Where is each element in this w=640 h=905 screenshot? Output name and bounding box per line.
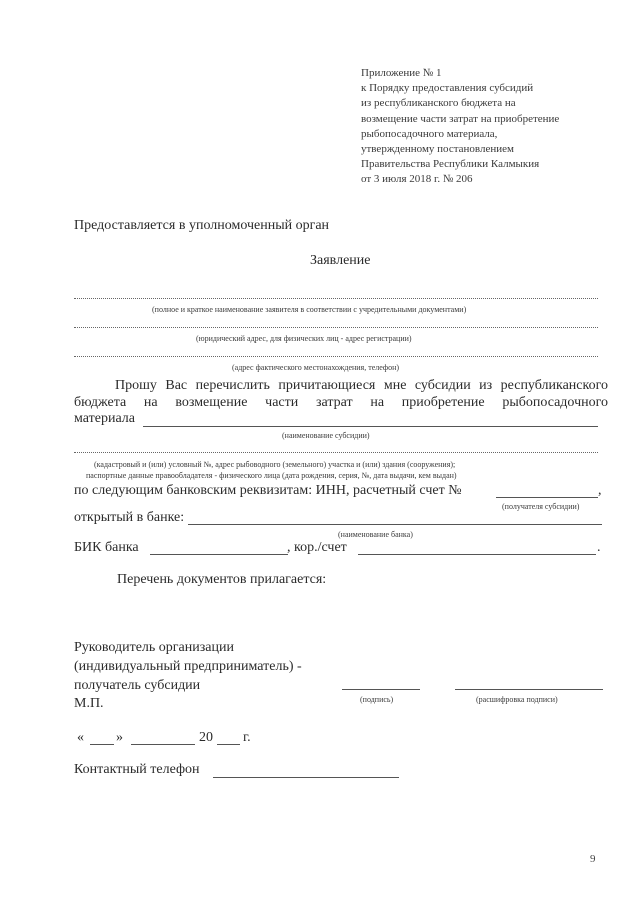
bik-label: БИК банка xyxy=(74,540,139,555)
header-line: к Порядку предоставления субсидий xyxy=(361,82,534,95)
signature-caption: (подпись) xyxy=(360,695,394,704)
date-close-quote: » xyxy=(116,730,123,745)
stamp-label: М.П. xyxy=(74,696,104,711)
signature-decoding-field[interactable] xyxy=(455,689,603,690)
bank-name-caption: (наименование банка) xyxy=(338,530,413,539)
request-text-line: бюджета на возмещение части затрат на приобретение рыбопосадочного xyxy=(74,395,608,410)
year-field[interactable] xyxy=(217,744,240,745)
request-text-line: Прошу Вас перечислить причитающиеся мне субсидии из республиканского xyxy=(115,378,608,393)
year-suffix: г. xyxy=(243,730,251,745)
header-line: утвержденному постановлением xyxy=(361,143,514,156)
month-field[interactable] xyxy=(131,744,195,745)
subsidy-name-field[interactable] xyxy=(143,426,598,427)
header-line: Правительства Республики Калмыкия xyxy=(361,158,540,171)
contact-phone-field[interactable] xyxy=(213,777,399,778)
signatory-line: Руководитель организации xyxy=(74,640,234,655)
account-number-field[interactable] xyxy=(496,497,598,498)
corr-account-field[interactable] xyxy=(358,554,596,555)
bank-name-field[interactable] xyxy=(188,524,602,525)
actual-address-caption: (адрес фактического местонахождения, телефон) xyxy=(232,363,400,372)
signatory-line: получатель субсидии xyxy=(74,678,201,693)
header-line: от 3 июля 2018 г. № 206 xyxy=(361,173,473,186)
period: . xyxy=(597,540,601,555)
actual-address-field[interactable] xyxy=(74,356,598,357)
date-open-quote: « xyxy=(77,730,84,745)
corr-account-label: , кор./счет xyxy=(287,540,347,555)
legal-address-field[interactable] xyxy=(74,327,598,328)
bik-field[interactable] xyxy=(150,554,288,555)
request-text-line: материала xyxy=(74,411,135,426)
page-title: Заявление xyxy=(310,253,371,268)
documents-label: Перечень документов прилагается: xyxy=(117,572,327,587)
cadastral-caption: (кадастровый и (или) условный №, адрес рыбоводного (земельного) участка и (или) здания (сооружения); xyxy=(94,460,456,469)
passport-caption: паспортные данные правообладателя - физического лица (дата рождения, серия, №, дата выдачи, кем выдан) xyxy=(86,471,457,480)
signatory-line: (индивидуальный предприниматель) - xyxy=(74,659,302,674)
subsidy-name-caption: (наименование субсидии) xyxy=(282,431,370,440)
page-number: 9 xyxy=(590,853,596,865)
header-line: Приложение № 1 xyxy=(361,67,442,79)
addressee-line: Предоставляется в уполномоченный орган xyxy=(74,218,330,233)
applicant-name-field[interactable] xyxy=(74,298,598,299)
appendix-header xyxy=(361,66,559,188)
bank-opened-label: открытый в банке: xyxy=(74,510,185,525)
cadastral-field[interactable] xyxy=(74,452,598,453)
applicant-name-caption: (полное и краткое наименование заявителя в соответствии с учредительными документами) xyxy=(152,305,467,314)
recipient-caption: (получателя субсидии) xyxy=(502,502,580,511)
day-field[interactable] xyxy=(90,744,114,745)
bank-details-label: по следующим банковским реквизитам: ИНН, расчетный счет № xyxy=(74,483,462,498)
year-prefix: 20 xyxy=(199,730,213,745)
signature-decoding-caption: (расшифровка подписи) xyxy=(476,695,558,704)
contact-phone-label: Контактный телефон xyxy=(74,762,200,777)
signature-field[interactable] xyxy=(342,689,420,690)
legal-address-caption: (юридический адрес, для физических лиц - адрес регистрации) xyxy=(196,334,412,343)
header-line: возмещение части затрат на приобретение xyxy=(361,112,560,125)
header-line: из республиканского бюджета на xyxy=(361,97,516,110)
header-line: рыбопосадочного материала, xyxy=(361,127,498,140)
comma: , xyxy=(598,483,602,498)
